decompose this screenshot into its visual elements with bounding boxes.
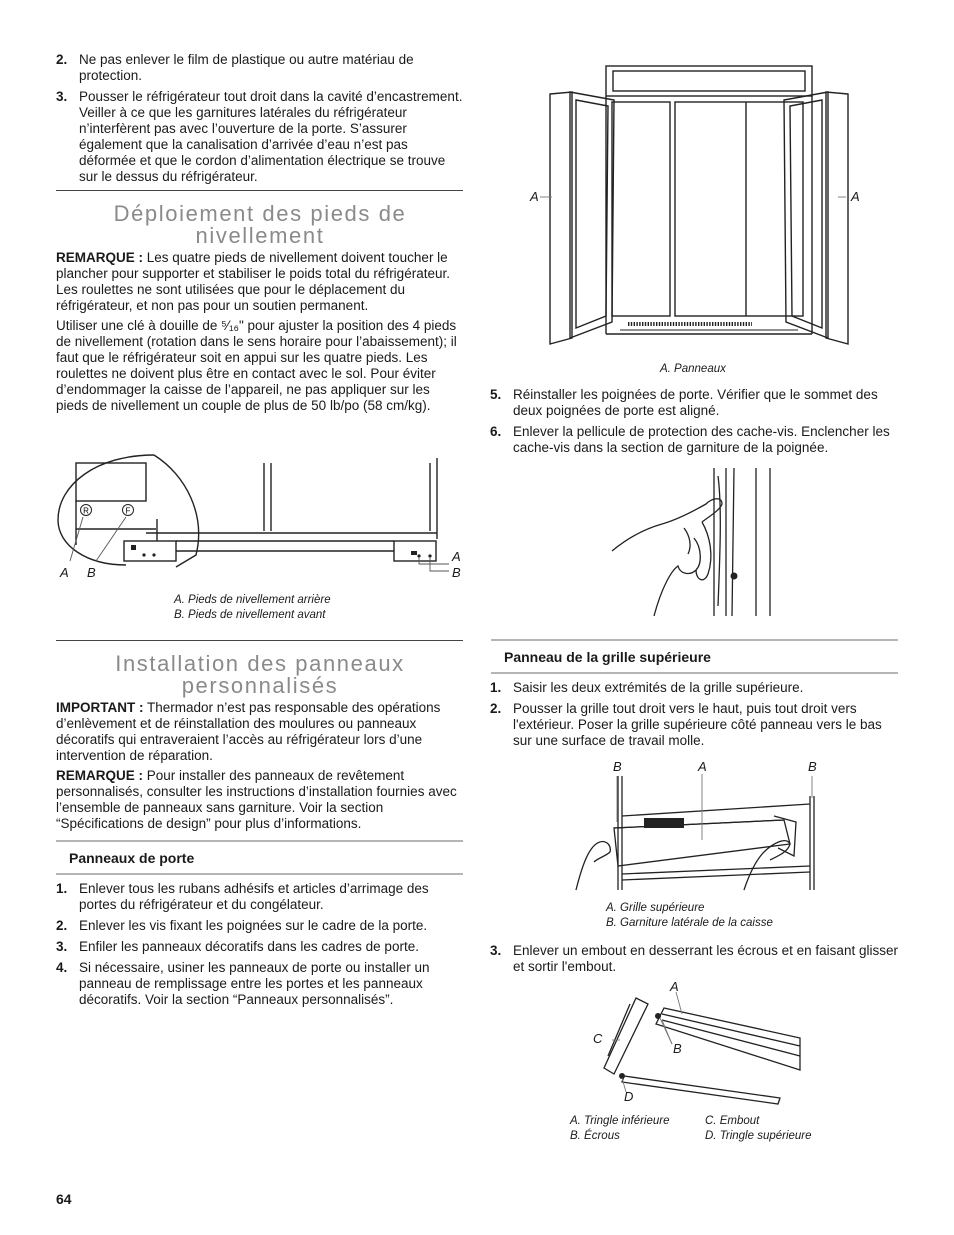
grille-caption <box>606 901 773 931</box>
step-text: Enlever les vis fixant les poignées sur le cadre de la porte. <box>79 918 428 933</box>
front-marker-label: F <box>125 506 131 516</box>
endcap-figure <box>600 994 806 1104</box>
step-number: 2. <box>56 918 68 933</box>
step-number: 3. <box>56 939 68 954</box>
page-number: 64 <box>56 1191 72 1207</box>
step-number: 1. <box>56 881 68 896</box>
step-text: Enlever un embout en desserrant les écrous et en faisant glisser et sortir l'embout. <box>513 943 898 974</box>
step-text: Saisir les deux extrémités de la grille supérieure. <box>513 680 804 695</box>
step-5 <box>490 387 898 419</box>
leveling-label-b-left: B <box>87 565 96 580</box>
step-number: 6. <box>490 424 502 439</box>
title-line-2: personnalisés <box>181 673 339 698</box>
title-line-1: Installation des panneaux <box>115 651 405 676</box>
section-divider <box>56 190 463 191</box>
grille-figure <box>574 776 824 892</box>
caption-line: B. Écrous <box>570 1130 620 1142</box>
caption-line: A. Grille supérieure <box>606 902 705 914</box>
doors-label-a-left: A <box>530 189 539 204</box>
door-step-1 <box>56 881 464 913</box>
panels-doors-figure <box>540 66 870 362</box>
endcap-caption-left <box>570 1114 670 1144</box>
grille-step-1 <box>490 680 898 696</box>
note-text: Pour installer des panneaux de revêtement personnalisés, consulter les instructions d’installation fournies avec l’ensemble de panneaux sans garniture. Voir la section “Spécifications de design” pour plus d’informations. <box>56 768 457 831</box>
step-number: 3. <box>56 89 68 104</box>
panels-important <box>56 700 464 764</box>
door-panel-steps <box>56 881 464 1013</box>
door-step-2 <box>56 918 464 934</box>
step-text: Enfiler les panneaux décoratifs dans les cadres de porte. <box>79 939 419 954</box>
leveling-label-a-right: A <box>452 549 461 564</box>
rear-marker-label: R <box>83 506 89 516</box>
caption-line: B. Garniture latérale de la caisse <box>606 917 773 929</box>
grille-label-b-left: B <box>613 759 622 774</box>
caption-line: B. Pieds de nivellement avant <box>174 609 326 621</box>
step-6 <box>490 424 898 456</box>
step-text: Ne pas enlever le film de plastique ou autre matériau de protection. <box>79 52 414 83</box>
caption-line: C. Embout <box>705 1115 760 1127</box>
step-text: Enlever tous les rubans adhésifs et articles d’arrimage des portes du réfrigérateur et du congélateur. <box>79 881 429 912</box>
step-text: Pousser la grille tout droit vers le haut, puis tout droit vers l'extérieur. Poser la grille supérieure côté panneau vers le bas sur une surface de travail molle. <box>513 701 882 748</box>
step-text: Enlever la pellicule de protection des cache-vis. Enclencher les cache-vis dans la section de garniture de la poignée. <box>513 424 890 455</box>
caption-line: A. Tringle inférieure <box>570 1115 670 1127</box>
leveling-body: Utiliser une clé à douille de ⁵⁄₁₆" pour ajuster la position des 4 pieds de nivellement (rotation dans le sens horaire pour l’abaissement); il faut que le réfrigérateur soit en appui sur les quatre pieds. Les roulettes ne doivent plus être en contact avec le sol. Pour éviter d’endommager la caisse de l’appareil, ne pas appliquer sur les pieds de nivellement un couple de plus de 50 lb/po (58 cm/kg). <box>56 318 457 413</box>
leveling-text <box>56 250 464 418</box>
grille-steps <box>490 680 898 754</box>
leveling-caption <box>174 593 331 623</box>
caption-line: A. Pieds de nivellement arrière <box>174 594 331 606</box>
step-text: Pousser le réfrigérateur tout droit dans la cavité d’encastrement. Veiller à ce que les garnitures latérales du réfrigérateur n’interfèrent pas avec l’ouverture de la porte. S’assurer également que la canalisation d’arrivée d’eau n’est pas déformée et que le cordon d’alimentation électrique se trouve sur le dessus du réfrigérateur. <box>79 89 463 184</box>
door-panels-heading: Panneaux de porte <box>56 840 463 875</box>
step-text: Réinstaller les poignées de porte. Vérifier que le sommet des deux poignées de porte est aligné. <box>513 387 878 418</box>
important-label: IMPORTANT : <box>56 700 144 715</box>
step-number: 5. <box>490 387 502 402</box>
note-text: Les quatre pieds de nivellement doivent toucher le plancher pour supporter et stabiliser le poids total du réfrigérateur. Les roulettes ne sont utilisées que pour le déplacement du réfrigérateur, et non pas pour un soutien permanent. <box>56 250 450 313</box>
endcap-label-c: C <box>593 1031 603 1046</box>
grille-step-2 <box>490 701 898 749</box>
step-number: 4. <box>56 960 68 975</box>
step-text: Si nécessaire, usiner les panneaux de porte ou installer un panneau de remplissage entre les portes et les panneaux décoratifs. Voir la section “Panneaux personnalisés”. <box>79 960 430 1007</box>
leveling-note <box>56 250 464 314</box>
step-number: 2. <box>490 701 502 716</box>
doors-label-a-right: A <box>851 189 860 204</box>
step-number: 2. <box>56 52 68 67</box>
steps-5-6 <box>490 387 898 461</box>
important-text: Thermador n’est pas responsable des opérations d’enlèvement et de réinstallation des moulures ou panneaux décoratifs qui entraveraient l’accès au réfrigérateur lors d’une intervention de réparation. <box>56 700 441 763</box>
endcap-step-3 <box>490 943 898 975</box>
step-3-list <box>490 943 898 980</box>
intro-step-2 <box>56 52 464 84</box>
section-title-panels <box>56 653 464 697</box>
section-divider <box>56 640 463 641</box>
leveling-legs-figure <box>56 455 466 585</box>
intro-step-3 <box>56 89 464 185</box>
step-number: 1. <box>490 680 502 695</box>
note-label: REMARQUE : <box>56 250 143 265</box>
door-step-4 <box>56 960 464 1008</box>
note-label: REMARQUE : <box>56 768 143 783</box>
endcap-caption-right <box>705 1114 812 1144</box>
screw-cover-figure <box>610 466 780 624</box>
title-line-2: nivellement <box>195 223 325 248</box>
panels-text <box>56 700 464 836</box>
door-step-3 <box>56 939 464 955</box>
grille-heading: Panneau de la grille supérieure <box>491 639 898 674</box>
panels-note <box>56 768 464 832</box>
doors-caption: A. Panneaux <box>660 363 726 375</box>
leveling-label-a-left: A <box>60 565 69 580</box>
title-line-1: Déploiement des pieds de <box>113 201 407 226</box>
leveling-label-b-right: B <box>452 565 461 580</box>
endcap-label-a: A <box>670 979 679 994</box>
grille-label-b-right: B <box>808 759 817 774</box>
step-number: 3. <box>490 943 502 958</box>
intro-steps <box>56 52 464 190</box>
endcap-label-d: D <box>624 1089 634 1104</box>
grille-label-a: A <box>698 759 707 774</box>
section-title-leveling <box>56 203 464 247</box>
endcap-label-b: B <box>673 1041 682 1056</box>
caption-line: D. Tringle supérieure <box>705 1130 812 1142</box>
